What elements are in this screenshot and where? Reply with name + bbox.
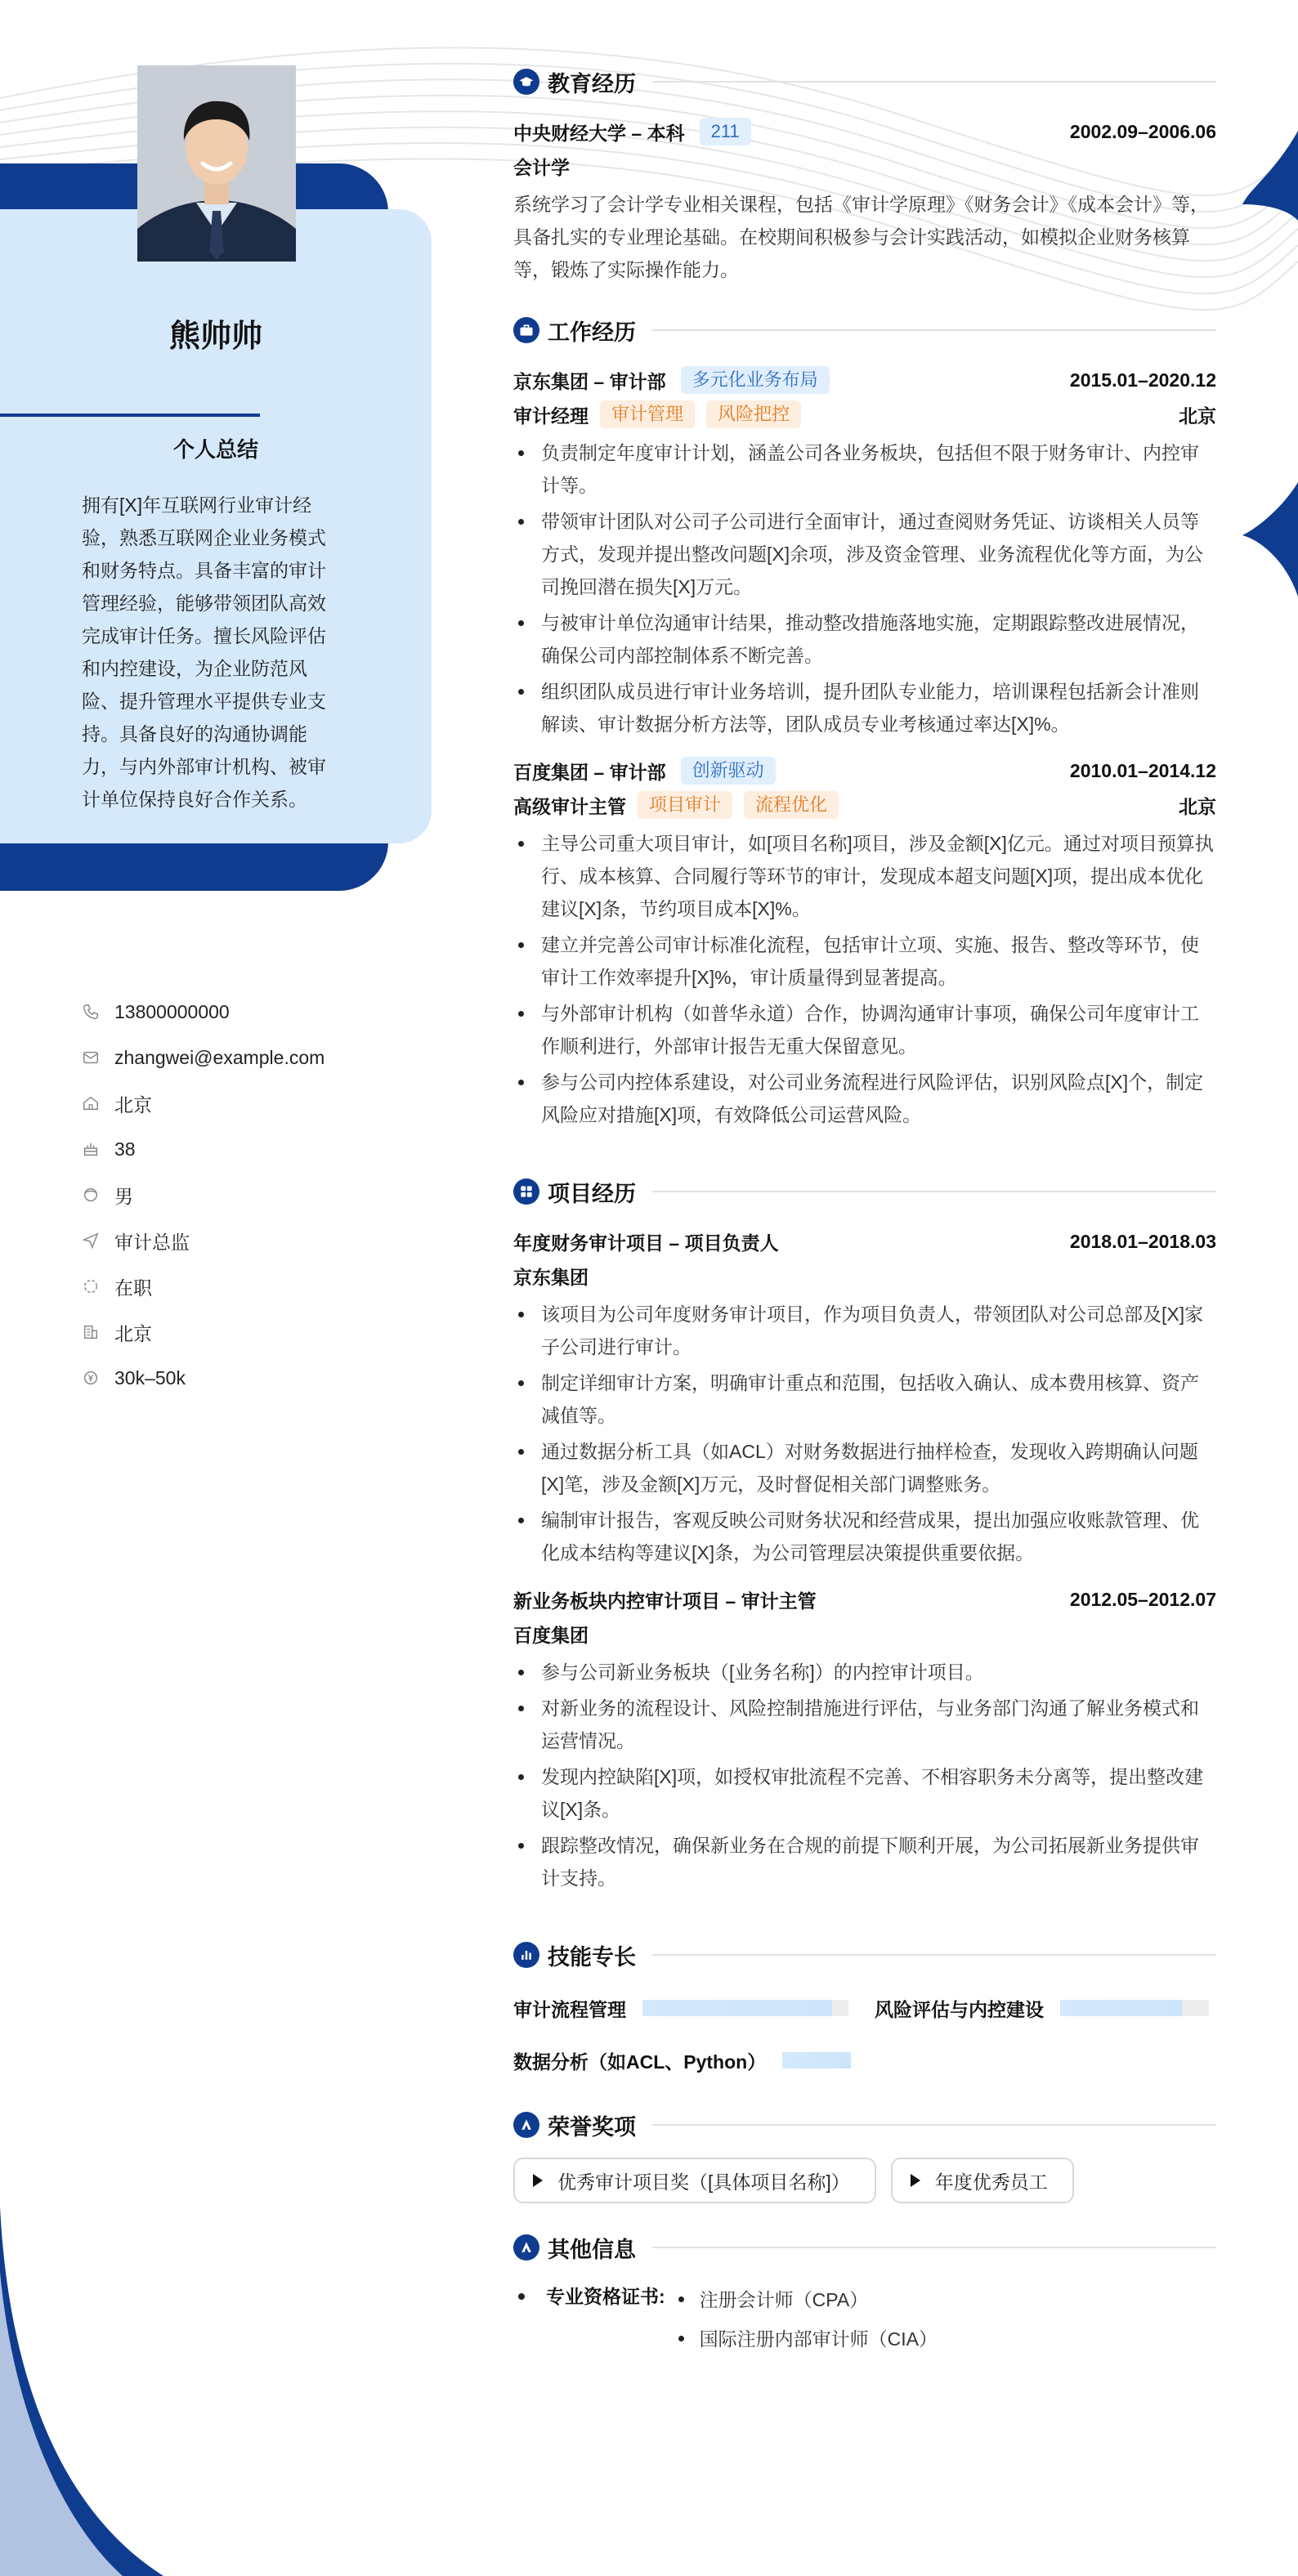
section-awards bbox=[513, 2100, 1216, 2149]
info-phone bbox=[82, 989, 392, 1035]
skill-item bbox=[875, 1988, 1216, 2028]
list-item: 该项目为公司年度财务审计项目，作为项目负责人，带领团队对公司总部及[X]家子公司进行审计。 bbox=[513, 1298, 1216, 1363]
info-age bbox=[82, 1126, 392, 1172]
list-item: 与被审计单位沟通审计结果，推动整改措施落地实施，定期跟踪整改进展情况，确保公司内部控制体系不断完善。 bbox=[513, 606, 1216, 672]
education-row bbox=[513, 114, 1216, 149]
briefcase-icon bbox=[513, 317, 539, 343]
info-status bbox=[82, 1263, 392, 1309]
info-value: 13800000000 bbox=[114, 1000, 230, 1022]
building-icon bbox=[82, 1323, 100, 1341]
section-work bbox=[513, 306, 1216, 355]
company-tag: 多元化业务布局 bbox=[681, 366, 830, 394]
skill-item bbox=[513, 2040, 875, 2081]
avatar bbox=[137, 65, 296, 262]
job-role-row bbox=[513, 788, 1216, 822]
contact-info-list bbox=[82, 989, 392, 1401]
section-other bbox=[513, 2223, 1216, 2272]
info-email bbox=[82, 1035, 392, 1080]
list-item: 注册会计师（CPA） bbox=[675, 2280, 938, 2319]
info-city bbox=[82, 1080, 392, 1126]
skill-label: 数据分析（如ACL、Python） bbox=[513, 2051, 767, 2073]
job-city: 北京 bbox=[1179, 405, 1216, 427]
job-bullets bbox=[513, 436, 1216, 740]
skill-tag: 审计管理 bbox=[600, 400, 695, 428]
list-item: 主导公司重大项目审计，如[项目名称]项目，涉及金额[X]亿元。通过对项目预算执行、成本核算、合同履行等环节的审计，发现成本超支问题[X]项，提出成本优化建议[X]条，节约项目成本[X]%。 bbox=[513, 827, 1216, 925]
section-projects bbox=[513, 1167, 1216, 1216]
project-bullets bbox=[513, 1298, 1216, 1569]
list-item: 组织团队成员进行审计业务培训，提升团队专业能力，培训课程包括新会计准则解读、审计数据分析方法等，团队成员专业考核通过率达[X]%。 bbox=[513, 675, 1216, 740]
section-divider bbox=[652, 329, 1216, 331]
skill-tag: 流程优化 bbox=[744, 791, 839, 819]
skill-bar bbox=[1060, 2000, 1209, 2016]
main-content bbox=[513, 57, 1216, 2359]
job-bullets bbox=[513, 827, 1216, 1131]
company-tag: 创新驱动 bbox=[681, 757, 776, 785]
send-icon bbox=[82, 1232, 100, 1250]
skill-bar-fill bbox=[782, 2052, 851, 2068]
skills-list bbox=[513, 1988, 1216, 2081]
list-item: 建立并完善公司审计标准化流程，包括审计立项、实施、报告、整改等环节，使审计工作效率提升[X]%，审计质量得到显著提高。 bbox=[513, 928, 1216, 994]
graduation-cap-icon bbox=[513, 69, 539, 95]
job-company: 百度集团 – 审计部 bbox=[513, 761, 666, 783]
triangle-icon bbox=[911, 2174, 920, 2187]
cake-icon bbox=[82, 1140, 100, 1158]
summary-text: 拥有[X]年互联网行业审计经验，熟悉互联网企业业务模式和财务特点。具备丰富的审计管理经验，能够带领团队高效完成审计任务。擅长风险评估和内控建设，为企业防范风险、提升管理水平提供专业支持。具备良好的沟通协调能力，与内外部审计机构、被审计单位保持良好合作关系。 bbox=[82, 494, 326, 810]
info-value: 北京 bbox=[114, 1322, 152, 1344]
education-date: 2002.09–2006.06 bbox=[1069, 120, 1216, 142]
list-item: 负责制定年度审计计划，涵盖公司各业务板块，包括但不限于财务审计、内控审计等。 bbox=[513, 436, 1216, 502]
list-item: 跟踪整改情况，确保新业务在合规的前提下顺利开展，为公司拓展新业务提供审计支持。 bbox=[513, 1829, 1216, 1894]
skill-bar bbox=[642, 2000, 848, 2016]
triangle-icon bbox=[533, 2174, 543, 2187]
cert-list bbox=[675, 2280, 938, 2359]
skill-tag: 风险把控 bbox=[706, 400, 801, 428]
profile-name: 熊帅帅 bbox=[168, 320, 262, 354]
project-org: 百度集团 bbox=[513, 1624, 589, 1646]
grid-icon bbox=[513, 1178, 539, 1205]
info-value: 审计总监 bbox=[114, 1231, 190, 1253]
status-icon bbox=[82, 1277, 100, 1295]
section-title: 项目经历 bbox=[548, 1181, 636, 1206]
list-item: 编制审计报告，客观反映公司财务状况和经营成果，提出加强应收账款管理、优化成本结构等建议[X]条，为公司管理层决策提供重要依据。 bbox=[513, 1504, 1216, 1569]
school-name: 中央财经大学 – 本科 bbox=[513, 122, 685, 144]
education-major-row bbox=[513, 149, 1216, 183]
info-value: zhangwei@example.com bbox=[114, 1046, 325, 1068]
project-row bbox=[513, 1582, 1216, 1617]
home-icon bbox=[82, 1094, 100, 1112]
salary-icon bbox=[82, 1369, 100, 1387]
list-item: 制定详细审计方案，明确审计重点和范围，包括收入确认、成本费用核算、资产减值等。 bbox=[513, 1366, 1216, 1432]
info-position bbox=[82, 1218, 392, 1263]
info-icon bbox=[513, 2234, 539, 2261]
section-divider bbox=[652, 1191, 1216, 1192]
info-value: 北京 bbox=[114, 1093, 152, 1116]
education-desc: 系统学习了会计学专业相关课程，包括《审计学原理》《财务会计》《成本会计》等，具备扎实的专业理论基础。在校期间积极参与会计实践活动，如模拟企业财务核算等，锻炼了实际操作能力。 bbox=[513, 194, 1209, 280]
list-item: 与外部审计机构（如普华永道）合作，协调沟通审计事项，确保公司年度审计工作顺利进行，外部审计报告无重大保留意见。 bbox=[513, 997, 1216, 1062]
phone-icon bbox=[82, 1003, 100, 1021]
section-title: 教育经历 bbox=[548, 71, 636, 96]
project-name: 年度财务审计项目 – 项目负责人 bbox=[513, 1232, 779, 1254]
skill-item bbox=[513, 1988, 875, 2028]
gender-icon bbox=[82, 1186, 100, 1204]
project-date: 2018.01–2018.03 bbox=[1069, 1230, 1216, 1252]
project-name: 新业务板块内控审计项目 – 审计主管 bbox=[513, 1590, 817, 1612]
list-item: 参与公司新业务板块（[业务名称]）的内控审计项目。 bbox=[513, 1656, 1216, 1688]
award-label: 年度优秀员工 bbox=[934, 2171, 1048, 2193]
info-value: 30k–50k bbox=[114, 1366, 186, 1389]
job-role-row bbox=[513, 397, 1216, 432]
list-item: 对新业务的流程设计、风险控制措施进行评估，与业务部门沟通了解业务模式和运营情况。 bbox=[513, 1692, 1216, 1757]
awards-list bbox=[513, 2158, 1216, 2203]
other-label: 专业资格证书: bbox=[546, 2286, 665, 2307]
summary-divider bbox=[0, 414, 260, 417]
award-item bbox=[891, 2158, 1074, 2203]
project-date: 2012.05–2012.07 bbox=[1069, 1588, 1216, 1610]
skill-bar-fill bbox=[1060, 2000, 1182, 2016]
summary-title: 个人总结 bbox=[172, 437, 258, 462]
info-work-city bbox=[82, 1309, 392, 1355]
award-icon bbox=[513, 2112, 539, 2138]
info-value: 男 bbox=[114, 1185, 133, 1207]
list-item: 国际注册内部审计师（CIA） bbox=[675, 2319, 938, 2359]
award-item bbox=[513, 2158, 876, 2203]
project-org: 京东集团 bbox=[513, 1266, 589, 1288]
skill-label: 审计流程管理 bbox=[513, 1998, 626, 2020]
job-company: 京东集团 – 审计部 bbox=[513, 370, 666, 392]
mail-icon bbox=[82, 1049, 100, 1067]
job-date: 2015.01–2020.12 bbox=[1069, 369, 1216, 391]
list-item: 带领审计团队对公司子公司进行全面审计，通过查阅财务凭证、访谈相关人员等方式，发现并提出整改问题[X]余项，涉及资金管理、业务流程优化等方面，为公司挽回潜在损失[X]万元。 bbox=[513, 505, 1216, 603]
skill-label: 风险评估与内控建设 bbox=[875, 1998, 1044, 2020]
section-divider bbox=[652, 2124, 1216, 2126]
education-major: 会计学 bbox=[513, 156, 570, 178]
section-skills bbox=[513, 1930, 1216, 1979]
section-divider bbox=[652, 1954, 1216, 1956]
section-title: 荣誉奖项 bbox=[548, 2114, 636, 2140]
other-row bbox=[513, 2280, 1216, 2359]
award-label: 优秀审计项目奖（[具体项目名称]） bbox=[557, 2171, 850, 2193]
info-value: 38 bbox=[114, 1138, 136, 1160]
list-item: 通过数据分析工具（如ACL）对财务数据进行抽样检查，发现收入跨期确认问题[X]笔，涉及金额[X]万元，及时督促相关部门调整账务。 bbox=[513, 1435, 1216, 1500]
info-salary bbox=[82, 1355, 392, 1401]
list-item: 发现内控缺陷[X]项，如授权审批流程不完善、不相容职务未分离等，提出整改建议[X]条。 bbox=[513, 1760, 1216, 1826]
project-org-row bbox=[513, 1259, 1216, 1293]
school-tag: 211 bbox=[700, 118, 751, 145]
job-date: 2010.01–2014.12 bbox=[1069, 759, 1216, 781]
skill-bar-fill bbox=[642, 2000, 832, 2016]
bar-chart-icon bbox=[513, 1942, 539, 1968]
job-row bbox=[513, 363, 1216, 397]
section-title: 其他信息 bbox=[548, 2237, 636, 2262]
job-role: 高级审计主管 bbox=[513, 795, 626, 817]
job-city: 北京 bbox=[1179, 795, 1216, 817]
info-gender bbox=[82, 1172, 392, 1218]
skill-tag: 项目审计 bbox=[638, 791, 732, 819]
section-divider bbox=[652, 81, 1216, 83]
section-divider bbox=[652, 2247, 1216, 2248]
project-bullets bbox=[513, 1656, 1216, 1894]
project-org-row bbox=[513, 1617, 1216, 1651]
section-title: 工作经历 bbox=[548, 320, 636, 345]
bullet-dot bbox=[518, 2293, 525, 2300]
job-row bbox=[513, 754, 1216, 788]
section-education bbox=[513, 57, 1216, 106]
section-title: 技能专长 bbox=[548, 1944, 636, 1970]
project-row bbox=[513, 1224, 1216, 1259]
list-item: 参与公司内控体系建设，对公司业务流程进行风险评估，识别风险点[X]个，制定风险应对措施[X]项，有效降低公司运营风险。 bbox=[513, 1066, 1216, 1131]
job-role: 审计经理 bbox=[513, 405, 589, 427]
info-value: 在职 bbox=[114, 1277, 152, 1299]
skill-bar bbox=[782, 2052, 851, 2068]
